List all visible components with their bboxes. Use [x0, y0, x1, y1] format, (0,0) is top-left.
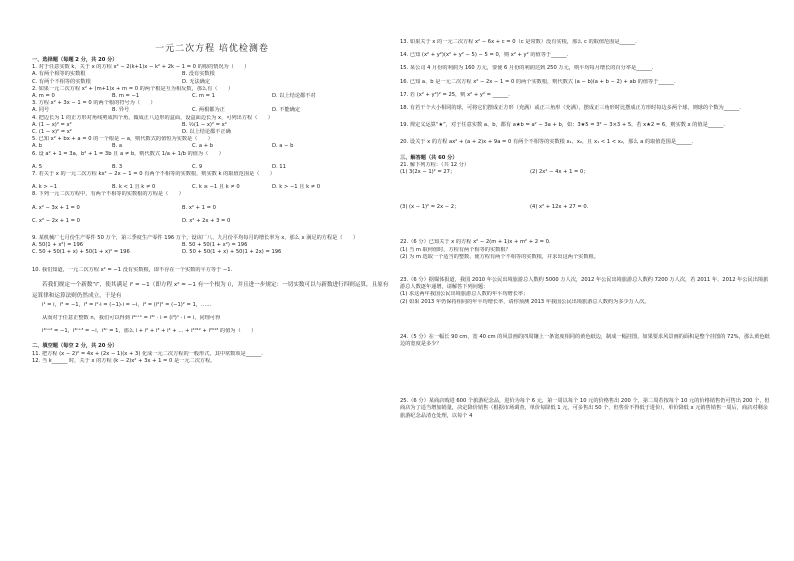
question-21-parts-2: [400, 204, 770, 211]
question-8-options: [32, 205, 392, 212]
part-4: (4) x² + 12x + 27 = 0.: [530, 204, 589, 211]
question-5: 5. 已知 x² + bx + a = 0 的一个根是 − a，则代数式的值恒为实数是（ ）: [32, 136, 213, 143]
option-b: B. 50 + 50(1 + x²) = 196: [182, 242, 248, 249]
question-4-options: [32, 122, 392, 129]
option-a: A. k > −1: [32, 184, 58, 191]
question-1-options-2: [32, 79, 392, 86]
question-8-options-2: [32, 218, 392, 225]
section-solve-heading: 三、解答题（共 60 分）: [400, 154, 458, 161]
option-b: B. m = −1: [112, 93, 140, 100]
option-b: B. 异号: [112, 107, 130, 114]
option-c: C. (1 − x)² = x²: [32, 129, 72, 136]
question-22-part-1: (1) 当 m 取何值时，方程有两个相等的实数根？: [400, 246, 511, 253]
question-17: 17. 若 (x² + y²)² = 25，则 x² + y² = ______.: [400, 91, 510, 98]
question-10-ask: i⁴ⁿ⁺² = −1，i⁴ⁿ⁺³ = −i，i⁴ⁿ = 1，那么 i + i² + i³ + i⁴ + … + i²⁰¹² + i²⁰¹³ 的值为（ ）: [42, 328, 257, 335]
question-15: 15. 某公司 4 月份的利润为 160 万元，要使 6 月份的利润达到 250 万元，则平均每月增长的百分率是______.: [400, 65, 654, 72]
right-column: [400, 0, 770, 420]
question-2: 2. 如果一元二次方程 x² + (m+1)x + m = 0 的两个根是互为相反数，那么有（ ）: [32, 85, 234, 92]
option-d: D. k > −1 且 k ≠ 0: [272, 184, 321, 191]
question-10-definition: 若我们规定一个新数“i”，使其满足 i² = −1（即方程 x² = −1 有一个根为 i），并且进一步规定：一切实数可以与新数进行四则运算，且原有运算律和运算法则仍然成立，于是有: [32, 281, 389, 299]
option-b: B. x² + 1 = 0: [182, 204, 216, 211]
option-d: D. a − b: [272, 143, 294, 150]
question-18: 18. 有若干个大小相同的球，可将它们摆成正方形（充满）或正三角形（充满），摆成正三角形时比摆成正方形时每边多两个球，则球的个数为______.: [400, 105, 741, 112]
question-24: 24.（5 分）在一幅长 90 cm，宽 40 cm 的风景画的四周镶上一条宽度相同的黄色纸边，制成一幅挂图，如果要求风景画的面积是整个挂图的 72%，那么黄色纸边的宽度是多少？: [400, 333, 770, 348]
option-a: A. m = 0: [32, 93, 55, 100]
question-19: 19. 规定义运算“★”，对于任意实数 a、b，都有 a★b = a² − 3a + b，如：3★5 = 3² − 3×3 + 5，若 x★2 = 6，则实数 x 的值是______.: [400, 122, 726, 129]
page-title: 一元二次方程 培优检测卷: [155, 44, 269, 54]
question-12: 12. 当 k______ 时，关于 x 的方程 (k − 2)x² + 3x + 1 = 0 是一元二次方程。: [32, 357, 216, 364]
question-8: 8. 下列一元二次方程中，有两个不相等的实数根的方程是（ ）: [32, 191, 184, 198]
option-b: B. a: [112, 143, 123, 150]
left-column: [32, 0, 392, 365]
question-10-intro: 10. 我们知道，一元二次方程 x² = −1 没有实数根，即不存在一个实数的平方等于 −1.: [32, 266, 233, 273]
option-c: C. m = 1: [192, 93, 215, 100]
question-1-options: [32, 71, 392, 78]
question-20: 20. 设关于 x 的方程 ax² + (a + 2)x + 9a = 0 有两个不相等的实数根 x₁、x₂，且 x₁ < 1 < x₂，那么 a 的取值范围是______.: [400, 139, 694, 146]
option-d: D. x² + 2x + 3 = 0: [182, 217, 231, 224]
question-4-options-2: [32, 129, 392, 136]
option-a: A. x² − 3x + 1 = 0: [32, 204, 80, 211]
option-b: B. 3: [112, 163, 123, 170]
option-a: A. b: [32, 143, 43, 150]
question-16: 16. 已知 a、b 是一元二次方程 x² − 2x − 1 = 0 的两个实数根，则代数式 (a − b)(a + b − 2) + ab 的值等于______.: [400, 78, 676, 85]
option-b: B. k < 1 且 k ≠ 0: [112, 184, 156, 191]
option-c: C. 有两个不相等的实数根: [32, 78, 91, 85]
option-a: A. 有两个相等的实数根: [32, 71, 86, 78]
question-6: 6. 设 a² + 1 = 3a，b² + 1 = 3b 且 a ≠ b，则代数式 1/a + 1/b 的值为（ ）: [32, 150, 224, 157]
question-6-options: [32, 164, 392, 171]
question-2-options: [32, 93, 392, 100]
option-d: D. 50 + 50(1 + x) + 50(1 + 2x) = 196: [182, 249, 282, 256]
section-fill-heading: 二、填空题（每空 2 分，共 20 分）: [32, 343, 118, 350]
option-a: A. 同号: [32, 107, 50, 114]
question-23: 23.（6 分）据媒体报道，我国 2010 年公民出境旅游总人数约 5000 万人次，2012 年公民出境旅游总人数约 7200 万人次，若 2011 年、2012 年公民出境旅游总人数逐年递增，请解答下列问题：: [400, 277, 769, 291]
question-9-options-2: [32, 249, 392, 256]
question-23-part-2: (2) 如果 2013 年仍保持相同的年平均增长率，请你预测 2013 年我国公民出境旅游总人数约为多少万人次。: [400, 298, 650, 305]
part-3: (3) (x − 1)² = 2x − 2；: [400, 204, 460, 211]
section-choice-heading: 一、选择题（每题 2 分，共 20 分）: [32, 57, 118, 63]
option-d: D. 以上结论都不对: [272, 93, 316, 100]
option-c: C. a + b: [192, 143, 214, 150]
question-22-part-2: (2) 为 m 选取一个适当的整数，使方程有两个不相等的实数根，并求出这两个实数根。: [400, 253, 599, 260]
question-22: 22.（6 分）已知关于 x 的方程 x² − 2(m + 1)x + m² + 2 = 0.: [400, 239, 551, 246]
option-d: D. 以上结论都不正确: [182, 129, 231, 136]
option-a: A. (1 − x)² = x²: [32, 121, 72, 128]
option-a: A. 50(1 + x²) = 196: [32, 242, 84, 249]
question-4: 4. 把边长为 1 的正方形对角线剪成四个角，做成正八边形的盒面，设盒面边长为 x，可列出方程（ ）: [32, 114, 273, 121]
question-3-options: [32, 107, 392, 114]
question-21-parts: [400, 169, 770, 176]
part-1: (1) 3(2x − 1)² = 27；: [400, 169, 456, 176]
question-3: 3. 方程 x² + 3x − 1 = 0 的两个根的符号为（ ）: [32, 100, 156, 107]
question-7-options: [32, 184, 392, 191]
option-c: C. 50 + 50(1 + x) + 50(1 + x)² = 196: [32, 249, 130, 256]
question-9-options: [32, 242, 392, 249]
option-d: D. 11: [272, 163, 286, 170]
question-5-options: [32, 143, 392, 150]
option-b: B. ½(1 − x)² = x²: [182, 121, 227, 128]
question-1: 1. 对于任意实数 k，关于 x 的方程 x² − 2(k+1)x − k² + 2k − 1 = 0 的根的情况为（ ）: [32, 64, 250, 71]
question-13: 13. 如果关于 x 的一元二次方程 x² − 6x + c = 0（c 是常数）没有实根，那么 c 的取值范围是______.: [400, 39, 637, 45]
question-10-powers: i¹ = i，i² = −1，i³ = i²·i = (−1)·i = −i，i⁴ = (i²)² = (−1)² = 1，……: [42, 301, 212, 308]
option-d: D. 不能确定: [272, 107, 301, 114]
question-11: 11. 把方程 (x − 2)² = 4x + (2x − 1)(x + 3) 化成一元二次方程的一般形式，其中常数项是______.: [32, 350, 263, 357]
part-2: (2) 2x² − 4x + 1 = 0；: [530, 169, 589, 176]
question-21: 21. 解下列方程：（共 12 分）: [400, 161, 470, 168]
option-c: C. 9: [192, 163, 203, 170]
question-14: 14. 已知 (x² + y²)(x² + y² − 5) − 5 = 0，则 x² + y² 的值等于______.: [400, 52, 569, 59]
option-c: C. 两根都为正: [192, 107, 225, 114]
option-c: C. k ≥ −1 且 k ≠ 0: [192, 184, 240, 191]
question-9: 9. 某机械厂七月份生产零件 50 万个，第三季度生产零件 196 万个，设该厂八、九月份平均每月的增长率为 x，那么 x 满足的方程是（ ）: [32, 235, 359, 242]
question-10-general: 从而对于任意正整数 n，我们可以得到 i⁴ⁿ⁺¹ = i⁴ⁿ · i = (i⁴)ⁿ · i = i，同理可得: [42, 315, 221, 322]
question-7: 7. 若关于 x 的一元二次方程 kx² − 2x − 1 = 0 有两个不相等的实数根，则实数 k 的取值范围是（ ）: [32, 171, 275, 178]
option-d: D. 无法确定: [182, 78, 211, 85]
question-25: 25.（6 分）某商店购进 600 个旅游纪念品，进价为每个 6 元，第一周以每个 10 元的价格售出 200 个，第二周若按每个 10 元的价格销售仍可售出 200 个，但商店为了适当增加销量，决定降价销售（根据市场调查，单价每降低 1 元，可多售出 50 个，但售价不得低于进价），单价降低 x 元销售销售一周后，商店对剩余旅游纪念品清仓处理，以每个 4: [400, 398, 770, 419]
question-23-part-1: (1) 求这两年我国公民出境旅游总人数的年平均增长率；: [400, 291, 529, 298]
option-a: A. 5: [32, 163, 43, 170]
option-c: C. x² − 2x + 1 = 0: [32, 217, 80, 224]
option-b: B. 没有实数根: [182, 71, 215, 78]
